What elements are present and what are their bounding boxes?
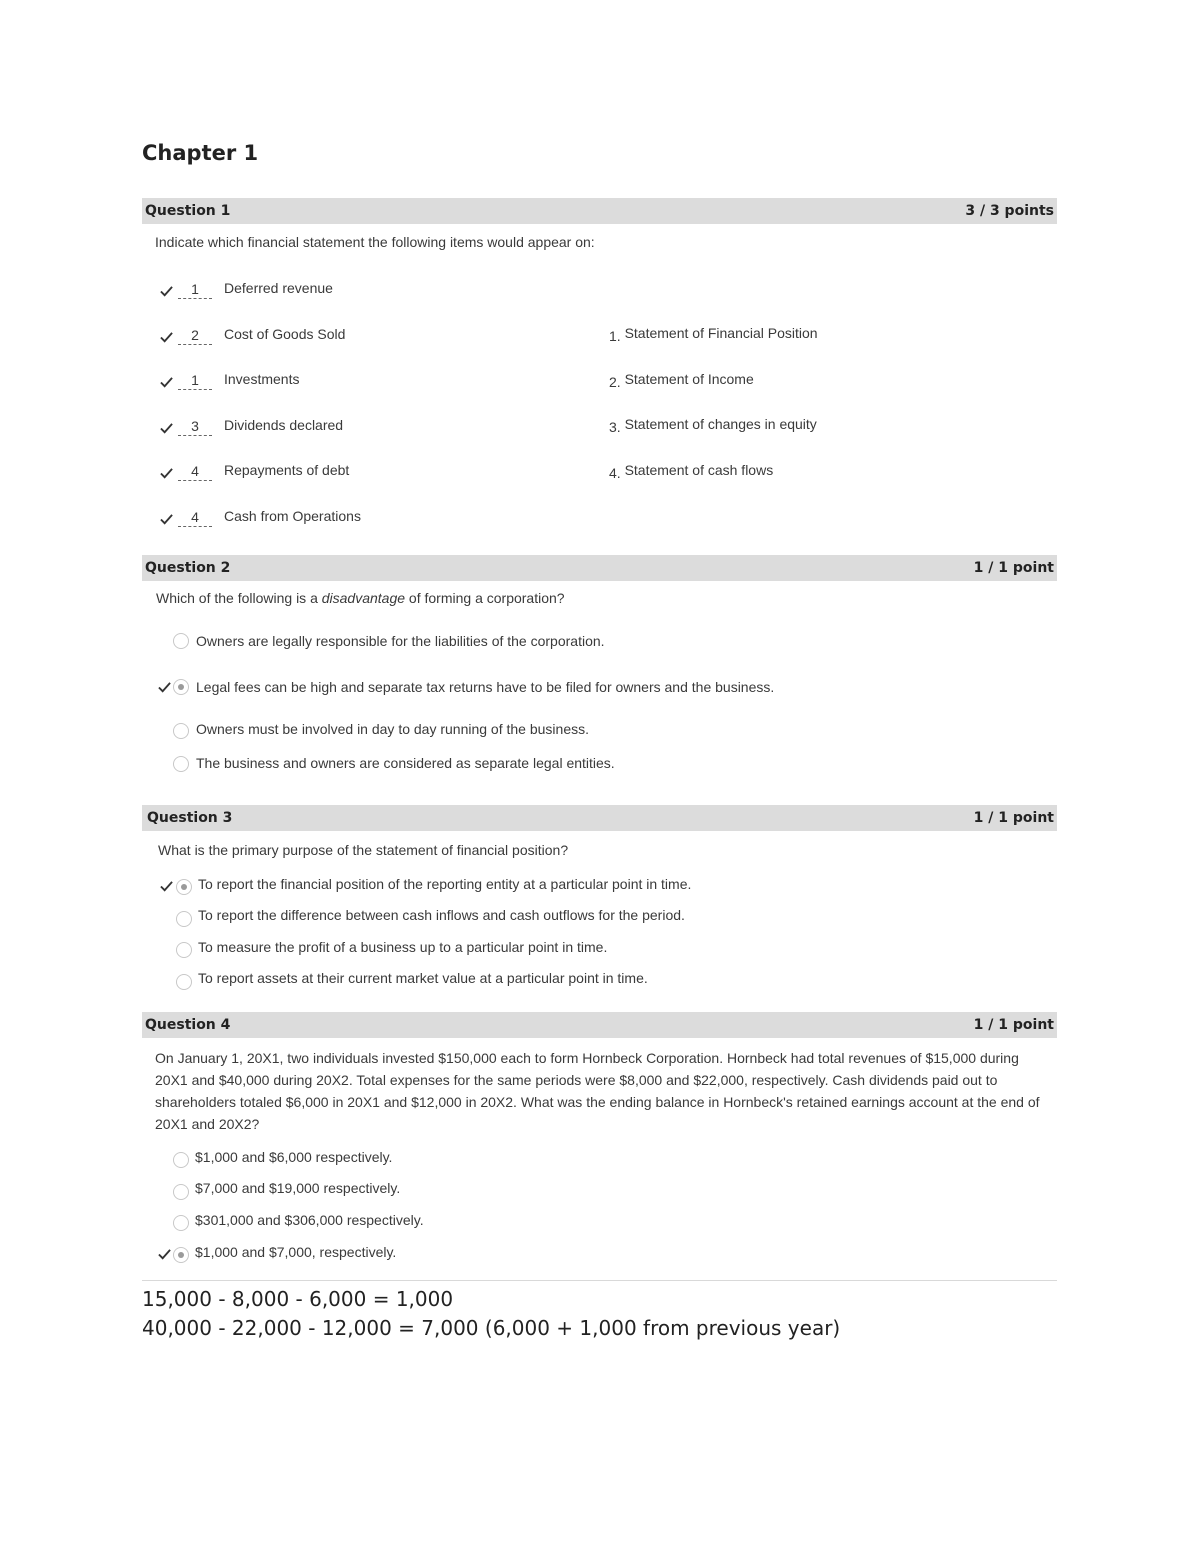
matching-options xyxy=(609,325,1029,485)
divider xyxy=(142,1280,1057,1281)
radio-button-selected[interactable] xyxy=(173,679,189,695)
answer-option[interactable]: $7,000 and $19,000 respectively. xyxy=(195,1180,401,1196)
match-item-label: Repayments of debt xyxy=(224,462,350,478)
checkmark-icon xyxy=(158,1248,171,1261)
question-points: 1 / 1 point xyxy=(973,810,1054,826)
match-item-label: Deferred revenue xyxy=(224,280,333,296)
answer-option[interactable]: To report the financial position of the reporting entity at a particular point in time. xyxy=(198,876,692,892)
question-2-header xyxy=(142,555,1057,581)
match-answer[interactable]: 1 xyxy=(178,280,212,299)
answer-option[interactable]: The business and owners are considered as separate legal entities. xyxy=(196,755,615,771)
match-item-label: Cash from Operations xyxy=(224,508,361,524)
radio-button-selected[interactable] xyxy=(173,1247,189,1263)
radio-button[interactable] xyxy=(176,911,192,927)
option-label: Statement of changes in equity xyxy=(624,416,817,432)
radio-button[interactable] xyxy=(173,756,189,772)
match-answer[interactable]: 2 xyxy=(178,326,212,345)
checkmark-icon xyxy=(160,467,173,480)
prompt-text: Which of the following is a xyxy=(156,590,322,606)
calculation-note: 15,000 - 8,000 - 6,000 = 1,000 xyxy=(142,1287,454,1311)
matching-items xyxy=(158,280,558,540)
radio-button[interactable] xyxy=(173,723,189,739)
match-item xyxy=(158,371,558,393)
radio-button[interactable] xyxy=(176,942,192,958)
radio-button[interactable] xyxy=(173,1215,189,1231)
match-item xyxy=(158,417,558,439)
radio-button[interactable] xyxy=(176,974,192,990)
option-number: 4. xyxy=(609,465,621,481)
prompt-emphasis: disadvantage xyxy=(321,590,406,606)
answer-option[interactable]: Owners are legally responsible for the liabilities of the corporation. xyxy=(196,633,605,649)
match-answer[interactable]: 3 xyxy=(178,417,212,436)
option-number: 1. xyxy=(609,328,621,344)
question-2-prompt xyxy=(156,590,565,606)
question-title: Question 3 xyxy=(147,810,233,826)
question-title: Question 4 xyxy=(145,1017,231,1033)
match-item xyxy=(158,508,558,530)
option-label: Statement of Income xyxy=(624,371,754,387)
answer-option[interactable]: $1,000 and $7,000, respectively. xyxy=(195,1244,397,1260)
match-item xyxy=(158,462,558,484)
match-option xyxy=(609,416,817,435)
option-label: Statement of Financial Position xyxy=(624,325,818,341)
match-option xyxy=(609,325,818,344)
question-1-header xyxy=(142,198,1057,224)
question-title: Question 1 xyxy=(145,203,231,219)
match-option xyxy=(609,462,774,481)
match-answer[interactable]: 4 xyxy=(178,508,212,527)
answer-option[interactable]: To measure the profit of a business up to a particular point in time. xyxy=(198,939,608,955)
match-option xyxy=(609,371,754,390)
answer-option[interactable]: To report the difference between cash inflows and cash outflows for the period. xyxy=(198,907,685,923)
answer-option[interactable]: Legal fees can be high and separate tax returns have to be filed for owners and the business. xyxy=(196,679,775,695)
question-3-prompt: What is the primary purpose of the statement of financial position? xyxy=(158,842,569,858)
match-item xyxy=(158,326,558,348)
question-points: 3 / 3 points xyxy=(965,203,1054,219)
option-number: 3. xyxy=(609,419,621,435)
answer-option[interactable]: To report assets at their current market value at a particular point in time. xyxy=(198,970,648,986)
checkmark-icon xyxy=(160,285,173,298)
prompt-text: of forming a corporation? xyxy=(405,590,565,606)
match-item-label: Investments xyxy=(224,371,300,387)
match-item xyxy=(158,280,558,302)
answer-option[interactable]: Owners must be involved in day to day running of the business. xyxy=(196,721,589,737)
answer-option[interactable]: $301,000 and $306,000 respectively. xyxy=(195,1212,424,1228)
question-title: Question 2 xyxy=(145,560,231,576)
radio-button[interactable] xyxy=(173,1184,189,1200)
match-item-label: Dividends declared xyxy=(224,417,344,433)
radio-button-selected[interactable] xyxy=(176,879,192,895)
option-number: 2. xyxy=(609,374,621,390)
match-answer[interactable]: 1 xyxy=(178,371,212,390)
checkmark-icon xyxy=(158,681,171,694)
radio-button[interactable] xyxy=(173,633,189,649)
question-points: 1 / 1 point xyxy=(973,560,1054,576)
question-points: 1 / 1 point xyxy=(973,1017,1054,1033)
question-1-prompt: Indicate which financial statement the following items would appear on: xyxy=(155,234,595,250)
checkmark-icon xyxy=(160,422,173,435)
match-item-label: Cost of Goods Sold xyxy=(224,326,346,342)
calculation-note: 40,000 - 22,000 - 12,000 = 7,000 (6,000 + 1,000 from previous year) xyxy=(142,1316,841,1340)
match-answer[interactable]: 4 xyxy=(178,462,212,481)
option-label: Statement of cash flows xyxy=(624,462,774,478)
question-4-header xyxy=(142,1012,1057,1038)
checkmark-icon xyxy=(160,376,173,389)
question-4-prompt: On January 1, 20X1, two individuals invested $150,000 each to form Hornbeck Corporation. Hornbeck had total revenues of $15,000 during 20X1 and $40,000 during 20X2. Total expenses for the same periods were $8,000 and $22,000, respectively. Cash dividends paid out to shareholders totaled $6,000 in 20X1 and $12,000 in 20X2. What was the ending balance in Hornbeck's retained earnings account at the end of 20X1 and 20X2? xyxy=(155,1050,1040,1132)
checkmark-icon xyxy=(160,513,173,526)
radio-button[interactable] xyxy=(173,1152,189,1168)
question-3-header xyxy=(142,805,1057,831)
checkmark-icon xyxy=(160,331,173,344)
answer-option[interactable]: $1,000 and $6,000 respectively. xyxy=(195,1149,393,1165)
checkmark-icon xyxy=(160,880,173,893)
page-title: Chapter 1 xyxy=(142,141,259,165)
